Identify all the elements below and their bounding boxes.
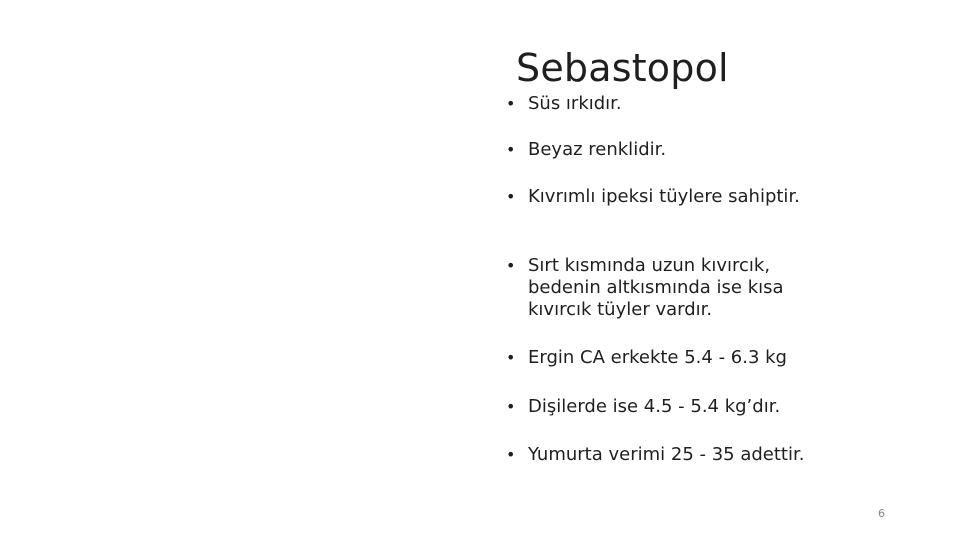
- bullet-text: Beyaz renklidir.: [528, 139, 667, 160]
- bullet-marker: •: [506, 187, 516, 206]
- bullet-marker: •: [506, 140, 516, 159]
- bullet-text: Yumurta verimi 25 - 35 adettir.: [528, 444, 805, 465]
- bullet-item: [506, 139, 836, 161]
- bullet-text: Süs ırkıdır.: [528, 93, 622, 114]
- bullet-marker: •: [506, 445, 516, 464]
- bullet-text: Dişilerde ise 4.5 - 5.4 kg’dır.: [528, 396, 781, 417]
- bullet-item: [506, 186, 836, 208]
- bullet-item: [506, 347, 836, 369]
- bullet-item: [506, 255, 836, 321]
- bullet-marker: •: [506, 256, 516, 275]
- bullet-item: [506, 93, 836, 115]
- slide-title: Sebastopol: [516, 46, 729, 90]
- bullet-item: [506, 396, 836, 418]
- bullet-text: Kıvrımlı ipeksi tüylere sahiptir.: [528, 186, 800, 207]
- bullet-marker: •: [506, 94, 516, 113]
- bullet-text: Ergin CA erkekte 5.4 - 6.3 kg: [528, 347, 787, 368]
- bullet-marker: •: [506, 348, 516, 367]
- bullet-item: [506, 444, 836, 466]
- bullet-text: Sırt kısmında uzun kıvırcık, bedenin altkısmında ise kısa kıvırcık tüyler vardır.: [528, 255, 784, 320]
- bullet-marker: •: [506, 397, 516, 416]
- page-number: 6: [878, 507, 885, 520]
